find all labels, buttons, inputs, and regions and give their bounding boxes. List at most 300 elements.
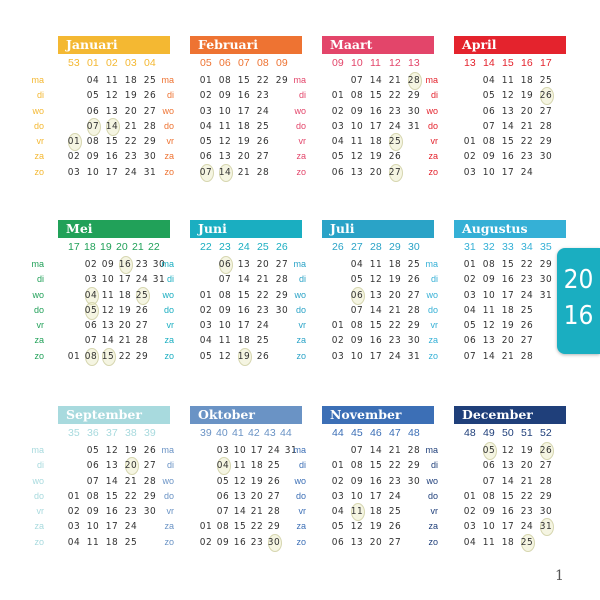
day-cell[interactable] [347, 165, 367, 180]
day-cell[interactable] [328, 458, 348, 473]
day-cell[interactable] [102, 149, 122, 164]
day-cell[interactable] [479, 474, 499, 489]
day-cell[interactable] [83, 458, 103, 473]
day-cell[interactable] [328, 88, 348, 103]
day-cell[interactable] [121, 458, 141, 473]
day-cell[interactable] [83, 119, 103, 134]
day-cell[interactable] [253, 303, 273, 318]
day-number: 19 [237, 136, 251, 148]
day-cell[interactable] [347, 519, 367, 534]
day-cell[interactable] [385, 88, 405, 103]
day-cell[interactable] [536, 519, 556, 534]
day-cell[interactable] [385, 443, 405, 458]
day-cell[interactable] [102, 519, 122, 534]
day-cell[interactable] [121, 149, 141, 164]
day-cell[interactable] [83, 73, 103, 88]
day-cell[interactable] [121, 119, 141, 134]
day-cell[interactable] [460, 535, 480, 550]
day-cell[interactable] [460, 318, 480, 333]
day-cell[interactable] [121, 165, 141, 180]
day-cell[interactable] [234, 272, 254, 287]
day-cell[interactable] [64, 149, 84, 164]
month-title[interactable]: Mei [58, 220, 170, 238]
day-cell[interactable] [366, 504, 386, 519]
day-cell[interactable] [347, 134, 367, 149]
day-cell[interactable] [498, 288, 518, 303]
day-cell[interactable] [536, 489, 556, 504]
day-cell[interactable] [366, 535, 386, 550]
day-cell[interactable] [121, 443, 141, 458]
day-number: 05 [331, 151, 345, 163]
day-cell[interactable] [536, 119, 556, 134]
day-cell[interactable] [347, 88, 367, 103]
month-title[interactable]: Augustus [454, 220, 566, 238]
day-cell[interactable] [234, 349, 254, 364]
day-cell[interactable] [234, 165, 254, 180]
day-cell[interactable] [64, 134, 84, 149]
day-cell[interactable] [83, 134, 103, 149]
day-cell[interactable] [64, 535, 84, 550]
day-cell[interactable] [385, 519, 405, 534]
day-cell[interactable] [328, 535, 348, 550]
day-cell[interactable] [479, 73, 499, 88]
day-cell[interactable] [385, 104, 405, 119]
day-cell[interactable] [460, 288, 480, 303]
day-cell[interactable] [517, 257, 537, 272]
day-cell[interactable] [121, 535, 141, 550]
day-cell[interactable] [102, 73, 122, 88]
month-title[interactable]: Maart [322, 36, 434, 54]
day-cell[interactable] [328, 349, 348, 364]
day-cell[interactable] [479, 333, 499, 348]
day-cell[interactable] [517, 474, 537, 489]
day-cell[interactable] [102, 104, 122, 119]
day-cell[interactable] [328, 519, 348, 534]
day-cell[interactable] [498, 458, 518, 473]
day-cell[interactable] [385, 318, 405, 333]
year-tab[interactable] [557, 248, 600, 354]
day-cell[interactable] [328, 119, 348, 134]
day-cell[interactable] [498, 149, 518, 164]
day-cell[interactable] [498, 519, 518, 534]
day-cell[interactable] [253, 349, 273, 364]
day-cell[interactable] [517, 88, 537, 103]
day-cell[interactable] [328, 333, 348, 348]
day-cell[interactable] [385, 303, 405, 318]
day-cell[interactable] [102, 119, 122, 134]
day-cell[interactable] [498, 134, 518, 149]
day-cell[interactable] [385, 165, 405, 180]
day-cell[interactable] [347, 474, 367, 489]
day-cell[interactable] [102, 474, 122, 489]
day-cell[interactable] [328, 149, 348, 164]
day-cell[interactable] [460, 303, 480, 318]
day-cell[interactable] [234, 303, 254, 318]
day-cell[interactable] [366, 119, 386, 134]
day-cell[interactable] [366, 318, 386, 333]
day-cell[interactable] [253, 119, 273, 134]
day-cell[interactable] [234, 88, 254, 103]
day-cell[interactable] [498, 104, 518, 119]
day-cell[interactable] [196, 349, 216, 364]
day-cell[interactable] [479, 134, 499, 149]
day-cell[interactable] [64, 165, 84, 180]
day-cell[interactable] [64, 519, 84, 534]
day-cell[interactable] [536, 149, 556, 164]
day-cell[interactable] [215, 318, 235, 333]
day-cell[interactable] [366, 333, 386, 348]
day-cell[interactable] [536, 104, 556, 119]
day-cell[interactable] [498, 504, 518, 519]
day-cell[interactable] [385, 119, 405, 134]
day-cell[interactable] [347, 318, 367, 333]
day-cell[interactable] [234, 318, 254, 333]
day-cell[interactable] [517, 519, 537, 534]
day-cell[interactable] [385, 257, 405, 272]
day-cell[interactable] [536, 458, 556, 473]
day-cell[interactable] [196, 303, 216, 318]
day-cell[interactable] [215, 165, 235, 180]
day-cell[interactable] [385, 134, 405, 149]
day-cell[interactable] [253, 134, 273, 149]
day-cell[interactable] [328, 104, 348, 119]
day-cell[interactable] [347, 535, 367, 550]
day-cell[interactable] [385, 504, 405, 519]
day-cell[interactable] [253, 149, 273, 164]
day-cell[interactable] [385, 149, 405, 164]
day-cell[interactable] [479, 489, 499, 504]
day-cell[interactable] [328, 318, 348, 333]
day-cell[interactable] [253, 104, 273, 119]
day-cell[interactable] [234, 149, 254, 164]
day-cell[interactable] [366, 349, 386, 364]
day-cell[interactable] [196, 333, 216, 348]
week-row [428, 519, 566, 534]
day-cell[interactable] [517, 318, 537, 333]
day-cell[interactable] [253, 318, 273, 333]
day-cell[interactable] [479, 149, 499, 164]
day-cell[interactable] [328, 134, 348, 149]
day-cell[interactable] [121, 73, 141, 88]
day-cell[interactable] [536, 474, 556, 489]
day-cell[interactable] [215, 119, 235, 134]
day-cell[interactable] [517, 349, 537, 364]
day-cell[interactable] [215, 257, 235, 272]
month-title[interactable]: December [454, 406, 566, 424]
day-cell[interactable] [347, 104, 367, 119]
day-number: 21 [520, 120, 534, 132]
day-cell[interactable] [83, 88, 103, 103]
day-cell[interactable] [234, 119, 254, 134]
day-cell[interactable] [366, 443, 386, 458]
day-cell[interactable] [121, 474, 141, 489]
month-title[interactable]: September [58, 406, 170, 424]
weekday-label: zo [164, 536, 174, 547]
day-cell[interactable] [347, 443, 367, 458]
day-cell[interactable] [215, 272, 235, 287]
day-cell[interactable] [479, 119, 499, 134]
day-cell[interactable] [83, 474, 103, 489]
day-cell[interactable] [498, 489, 518, 504]
day-cell[interactable] [517, 333, 537, 348]
day-cell[interactable] [234, 333, 254, 348]
day-cell[interactable] [347, 288, 367, 303]
day-cell[interactable] [517, 504, 537, 519]
day-cell[interactable] [385, 535, 405, 550]
day-cell[interactable] [366, 165, 386, 180]
day-cell[interactable] [385, 489, 405, 504]
day-cell[interactable] [347, 303, 367, 318]
day-number: 25 [388, 136, 402, 148]
day-cell[interactable] [215, 333, 235, 348]
day-cell[interactable] [460, 272, 480, 287]
day-cell[interactable] [517, 288, 537, 303]
day-cell[interactable] [328, 165, 348, 180]
day-cell[interactable] [385, 73, 405, 88]
day-cell[interactable] [121, 104, 141, 119]
day-cell[interactable] [366, 474, 386, 489]
week-number: 46 [370, 427, 382, 439]
day-cell[interactable] [479, 88, 499, 103]
day-cell[interactable] [64, 504, 84, 519]
day-cell[interactable] [536, 73, 556, 88]
day-cell[interactable] [517, 272, 537, 287]
day-number: 31 [539, 521, 553, 533]
day-cell[interactable] [215, 134, 235, 149]
day-cell[interactable] [347, 504, 367, 519]
day-cell[interactable] [347, 149, 367, 164]
day-cell[interactable] [196, 149, 216, 164]
month-title[interactable]: Juni [190, 220, 302, 238]
day-cell[interactable] [460, 134, 480, 149]
day-cell[interactable] [121, 489, 141, 504]
day-cell[interactable] [347, 73, 367, 88]
week-row [425, 257, 566, 272]
day-cell[interactable] [102, 134, 122, 149]
day-cell[interactable] [517, 134, 537, 149]
day-cell[interactable] [460, 519, 480, 534]
day-cell[interactable] [536, 272, 556, 287]
day-number: 07 [199, 166, 213, 178]
day-cell[interactable] [347, 257, 367, 272]
day-cell[interactable] [498, 303, 518, 318]
day-cell[interactable] [479, 519, 499, 534]
day-cell[interactable] [83, 443, 103, 458]
day-cell[interactable] [234, 104, 254, 119]
day-cell[interactable] [536, 88, 556, 103]
day-cell[interactable] [517, 458, 537, 473]
day-cell[interactable] [479, 458, 499, 473]
day-cell[interactable] [498, 165, 518, 180]
month-title[interactable]: Februari [190, 36, 302, 54]
day-cell[interactable] [366, 458, 386, 473]
day-cell[interactable] [196, 88, 216, 103]
day-cell[interactable] [479, 504, 499, 519]
day-cell[interactable] [498, 257, 518, 272]
day-cell[interactable] [460, 489, 480, 504]
day-cell[interactable] [366, 134, 386, 149]
day-cell[interactable] [460, 257, 480, 272]
day-cell[interactable] [498, 349, 518, 364]
day-number: 07 [350, 75, 364, 86]
day-cell[interactable] [253, 73, 273, 88]
day-cell[interactable] [479, 288, 499, 303]
day-cell[interactable] [479, 349, 499, 364]
day-cell[interactable] [83, 149, 103, 164]
day-cell[interactable] [517, 535, 537, 550]
day-cell[interactable] [347, 489, 367, 504]
day-cell[interactable] [196, 165, 216, 180]
day-cell[interactable] [366, 73, 386, 88]
day-cell[interactable] [215, 104, 235, 119]
month-title[interactable]: Juli [322, 220, 434, 238]
month-title[interactable]: April [454, 36, 566, 54]
day-cell[interactable] [196, 104, 216, 119]
day-cell[interactable] [347, 272, 367, 287]
day-cell[interactable] [253, 288, 273, 303]
day-number: 18 [501, 536, 515, 548]
day-cell[interactable] [102, 489, 122, 504]
day-cell[interactable] [366, 489, 386, 504]
day-cell[interactable] [385, 349, 405, 364]
day-cell[interactable] [366, 104, 386, 119]
day-cell[interactable] [479, 443, 499, 458]
day-cell[interactable] [385, 333, 405, 348]
day-cell[interactable] [479, 318, 499, 333]
day-cell[interactable] [536, 134, 556, 149]
day-cell[interactable] [328, 504, 348, 519]
day-cell[interactable] [253, 272, 273, 287]
day-cell[interactable] [460, 349, 480, 364]
day-cell[interactable] [196, 288, 216, 303]
day-cell[interactable] [253, 88, 273, 103]
day-cell[interactable] [196, 134, 216, 149]
day-cell[interactable] [121, 519, 141, 534]
day-cell[interactable] [253, 333, 273, 348]
day-cell[interactable] [479, 257, 499, 272]
day-cell[interactable] [536, 288, 556, 303]
day-cell[interactable] [253, 165, 273, 180]
month-title[interactable]: November [322, 406, 434, 424]
day-cell[interactable] [347, 333, 367, 348]
day-cell[interactable] [102, 443, 122, 458]
day-cell[interactable] [253, 257, 273, 272]
day-cell[interactable] [83, 165, 103, 180]
day-cell[interactable] [328, 474, 348, 489]
day-cell[interactable] [498, 88, 518, 103]
day-cell[interactable] [215, 73, 235, 88]
day-cell[interactable] [347, 458, 367, 473]
day-cell[interactable] [83, 489, 103, 504]
day-number: 05 [199, 136, 213, 148]
day-cell[interactable] [517, 104, 537, 119]
day-cell[interactable] [102, 88, 122, 103]
day-cell[interactable] [460, 333, 480, 348]
day-cell[interactable] [460, 165, 480, 180]
day-cell[interactable] [328, 489, 348, 504]
day-cell[interactable] [385, 272, 405, 287]
day-cell[interactable] [517, 489, 537, 504]
day-cell[interactable] [83, 504, 103, 519]
day-cell[interactable] [196, 318, 216, 333]
day-cell[interactable] [234, 288, 254, 303]
day-cell[interactable] [215, 288, 235, 303]
day-cell[interactable] [498, 272, 518, 287]
day-cell[interactable] [366, 257, 386, 272]
day-cell[interactable] [385, 474, 405, 489]
day-cell[interactable] [479, 165, 499, 180]
day-cell[interactable] [460, 149, 480, 164]
day-cell[interactable] [366, 88, 386, 103]
day-cell[interactable] [234, 73, 254, 88]
day-cell[interactable] [498, 535, 518, 550]
day-cell[interactable] [215, 349, 235, 364]
day-cell[interactable] [385, 288, 405, 303]
day-cell[interactable] [517, 149, 537, 164]
day-cell[interactable] [479, 104, 499, 119]
day-cell[interactable] [479, 535, 499, 550]
day-cell[interactable] [347, 119, 367, 134]
day-cell[interactable] [102, 165, 122, 180]
day-cell[interactable] [102, 504, 122, 519]
day-cell[interactable] [498, 318, 518, 333]
day-cell[interactable] [517, 73, 537, 88]
month-title[interactable]: Januari [58, 36, 170, 54]
day-cell[interactable] [479, 272, 499, 287]
day-cell[interactable] [366, 519, 386, 534]
day-cell[interactable] [366, 303, 386, 318]
day-number: 07 [350, 445, 364, 456]
day-cell[interactable] [215, 149, 235, 164]
day-cell[interactable] [347, 349, 367, 364]
day-cell[interactable] [498, 119, 518, 134]
day-cell[interactable] [83, 104, 103, 119]
day-cell[interactable] [366, 288, 386, 303]
day-cell[interactable] [536, 443, 556, 458]
day-cell[interactable] [498, 73, 518, 88]
day-cell[interactable] [385, 458, 405, 473]
day-cell[interactable] [215, 303, 235, 318]
day-cell[interactable] [196, 73, 216, 88]
day-cell[interactable] [366, 272, 386, 287]
day-cell[interactable] [517, 443, 537, 458]
day-cell[interactable] [83, 519, 103, 534]
day-cell[interactable] [460, 504, 480, 519]
day-cell[interactable] [366, 149, 386, 164]
day-cell[interactable] [498, 443, 518, 458]
day-cell[interactable] [517, 303, 537, 318]
day-cell[interactable] [121, 88, 141, 103]
day-cell[interactable] [121, 134, 141, 149]
day-cell[interactable] [234, 134, 254, 149]
month-title[interactable]: Oktober [190, 406, 302, 424]
day-cell[interactable] [517, 119, 537, 134]
day-cell[interactable] [121, 504, 141, 519]
day-cell[interactable] [83, 535, 103, 550]
day-cell[interactable] [196, 119, 216, 134]
day-cell[interactable] [479, 303, 499, 318]
day-cell[interactable] [517, 165, 537, 180]
day-cell[interactable] [498, 333, 518, 348]
day-cell[interactable] [215, 88, 235, 103]
day-cell[interactable] [498, 474, 518, 489]
day-cell[interactable] [102, 535, 122, 550]
day-cell[interactable] [234, 257, 254, 272]
day-cell[interactable] [64, 489, 84, 504]
day-cell[interactable] [536, 257, 556, 272]
day-cell[interactable] [536, 504, 556, 519]
day-cell[interactable] [102, 458, 122, 473]
